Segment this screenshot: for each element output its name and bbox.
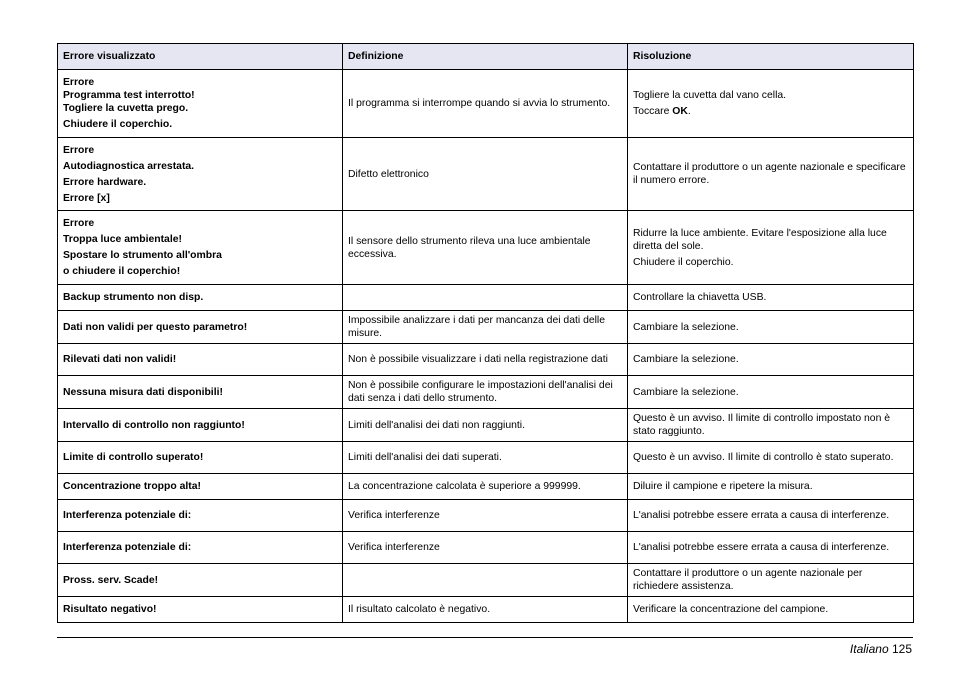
resolution-cell xyxy=(628,211,914,285)
error-line: Errore hardware. xyxy=(63,176,147,188)
definition-cell: Verifica interferenze xyxy=(343,532,628,564)
definition-cell: Limiti dell'analisi dei dati non raggiunti. xyxy=(343,409,628,442)
error-cell: Dati non validi per questo parametro! xyxy=(58,311,343,344)
definition-cell: Il programma si interrompe quando si avvia lo strumento. xyxy=(343,70,628,138)
error-table xyxy=(57,43,914,623)
error-line: Troppa luce ambientale! xyxy=(63,234,182,245)
error-line: Errore [x] xyxy=(63,192,110,204)
resolution-cell: Controllare la chiavetta USB. xyxy=(628,285,914,311)
resolution-cell: Contattare il produttore o un agente nazionale per richiedere assistenza. xyxy=(628,564,914,597)
definition-cell xyxy=(343,564,628,597)
resolution-cell: Cambiare la selezione. xyxy=(628,344,914,376)
header-definition: Definizione xyxy=(343,44,628,70)
error-line: Chiudere il coperchio. xyxy=(63,119,173,130)
error-line: o chiudere il coperchio! xyxy=(63,266,181,277)
table-row xyxy=(58,376,914,409)
resolution-cell: Verificare la concentrazione del campione. xyxy=(628,597,914,623)
footer-language: Italiano xyxy=(849,642,889,656)
resolution-text: . xyxy=(687,106,691,117)
definition-cell: Impossibile analizzare i dati per mancanza dei dati delle misure. xyxy=(343,311,628,344)
error-line: Spostare lo strumento all'ombra xyxy=(63,250,222,261)
table-row xyxy=(58,285,914,311)
table-row xyxy=(58,532,914,564)
page-number: 125 xyxy=(891,642,912,656)
definition-cell: Il risultato calcolato è negativo. xyxy=(343,597,628,623)
error-cell: Limite di controllo superato! xyxy=(58,442,343,474)
resolution-cell xyxy=(628,70,914,138)
error-line: Errore xyxy=(63,144,95,156)
header-resolution: Risoluzione xyxy=(628,44,914,70)
error-cell: Pross. serv. Scade! xyxy=(58,564,343,597)
footer-divider xyxy=(57,637,913,638)
error-line: Programma test interrotto! xyxy=(63,90,195,101)
resolution-cell: Cambiare la selezione. xyxy=(628,376,914,409)
definition-cell: La concentrazione calcolata è superiore a 999999. xyxy=(343,474,628,500)
resolution-cell: Cambiare la selezione. xyxy=(628,311,914,344)
definition-cell: Difetto elettronico xyxy=(343,138,628,211)
table-row xyxy=(58,70,914,138)
error-line: Errore xyxy=(63,218,95,229)
resolution-line xyxy=(633,105,908,118)
definition-cell: Non è possibile visualizzare i dati nella registrazione dati xyxy=(343,344,628,376)
table-row xyxy=(58,211,914,285)
page-footer xyxy=(850,642,912,656)
error-cell: Intervallo di controllo non raggiunto! xyxy=(58,409,343,442)
resolution-line: Ridurre la luce ambiente. Evitare l'esposizione alla luce diretta del sole. xyxy=(633,227,887,252)
definition-cell: Non è possibile configurare le impostazioni dell'analisi dei dati senza i dati dello strumento. xyxy=(343,376,628,409)
resolution-cell: L'analisi potrebbe essere errata a causa di interferenze. xyxy=(628,532,914,564)
ok-keyword: OK xyxy=(672,106,688,117)
error-cell xyxy=(58,70,343,138)
error-cell: Nessuna misura dati disponibili! xyxy=(58,376,343,409)
resolution-cell: L'analisi potrebbe essere errata a causa di interferenze. xyxy=(628,500,914,532)
resolution-cell: Contattare il produttore o un agente nazionale e specificare il numero errore. xyxy=(628,138,914,211)
resolution-cell: Diluire il campione e ripetere la misura. xyxy=(628,474,914,500)
error-line: Errore xyxy=(63,77,95,88)
resolution-cell: Questo è un avviso. Il limite di controllo è stato superato. xyxy=(628,442,914,474)
error-line: Togliere la cuvetta prego. xyxy=(63,103,189,114)
header-error-displayed: Errore visualizzato xyxy=(58,44,343,70)
error-cell: Concentrazione troppo alta! xyxy=(58,474,343,500)
table-row xyxy=(58,138,914,211)
table-row xyxy=(58,409,914,442)
error-cell: Interferenza potenziale di: xyxy=(58,532,343,564)
resolution-cell: Questo è un avviso. Il limite di controllo impostato non è stato raggiunto. xyxy=(628,409,914,442)
definition-cell: Il sensore dello strumento rileva una luce ambientale eccessiva. xyxy=(343,211,628,285)
definition-cell: Limiti dell'analisi dei dati superati. xyxy=(343,442,628,474)
error-cell: Risultato negativo! xyxy=(58,597,343,623)
table-row xyxy=(58,500,914,532)
table-row xyxy=(58,311,914,344)
resolution-line: Chiudere il coperchio. xyxy=(633,256,734,268)
error-line: Autodiagnostica arrestata. xyxy=(63,160,195,172)
error-cell: Interferenza potenziale di: xyxy=(58,500,343,532)
table-row xyxy=(58,474,914,500)
error-cell: Backup strumento non disp. xyxy=(58,285,343,311)
table-row xyxy=(58,564,914,597)
table-row xyxy=(58,344,914,376)
table-row xyxy=(58,442,914,474)
definition-cell xyxy=(343,285,628,311)
table-header-row xyxy=(58,44,914,70)
error-cell xyxy=(58,138,343,211)
error-cell xyxy=(58,211,343,285)
error-cell: Rilevati dati non validi! xyxy=(58,344,343,376)
table-row xyxy=(58,597,914,623)
definition-cell: Verifica interferenze xyxy=(343,500,628,532)
resolution-text: Toccare xyxy=(633,106,673,117)
resolution-line: Togliere la cuvetta dal vano cella. xyxy=(633,90,787,101)
